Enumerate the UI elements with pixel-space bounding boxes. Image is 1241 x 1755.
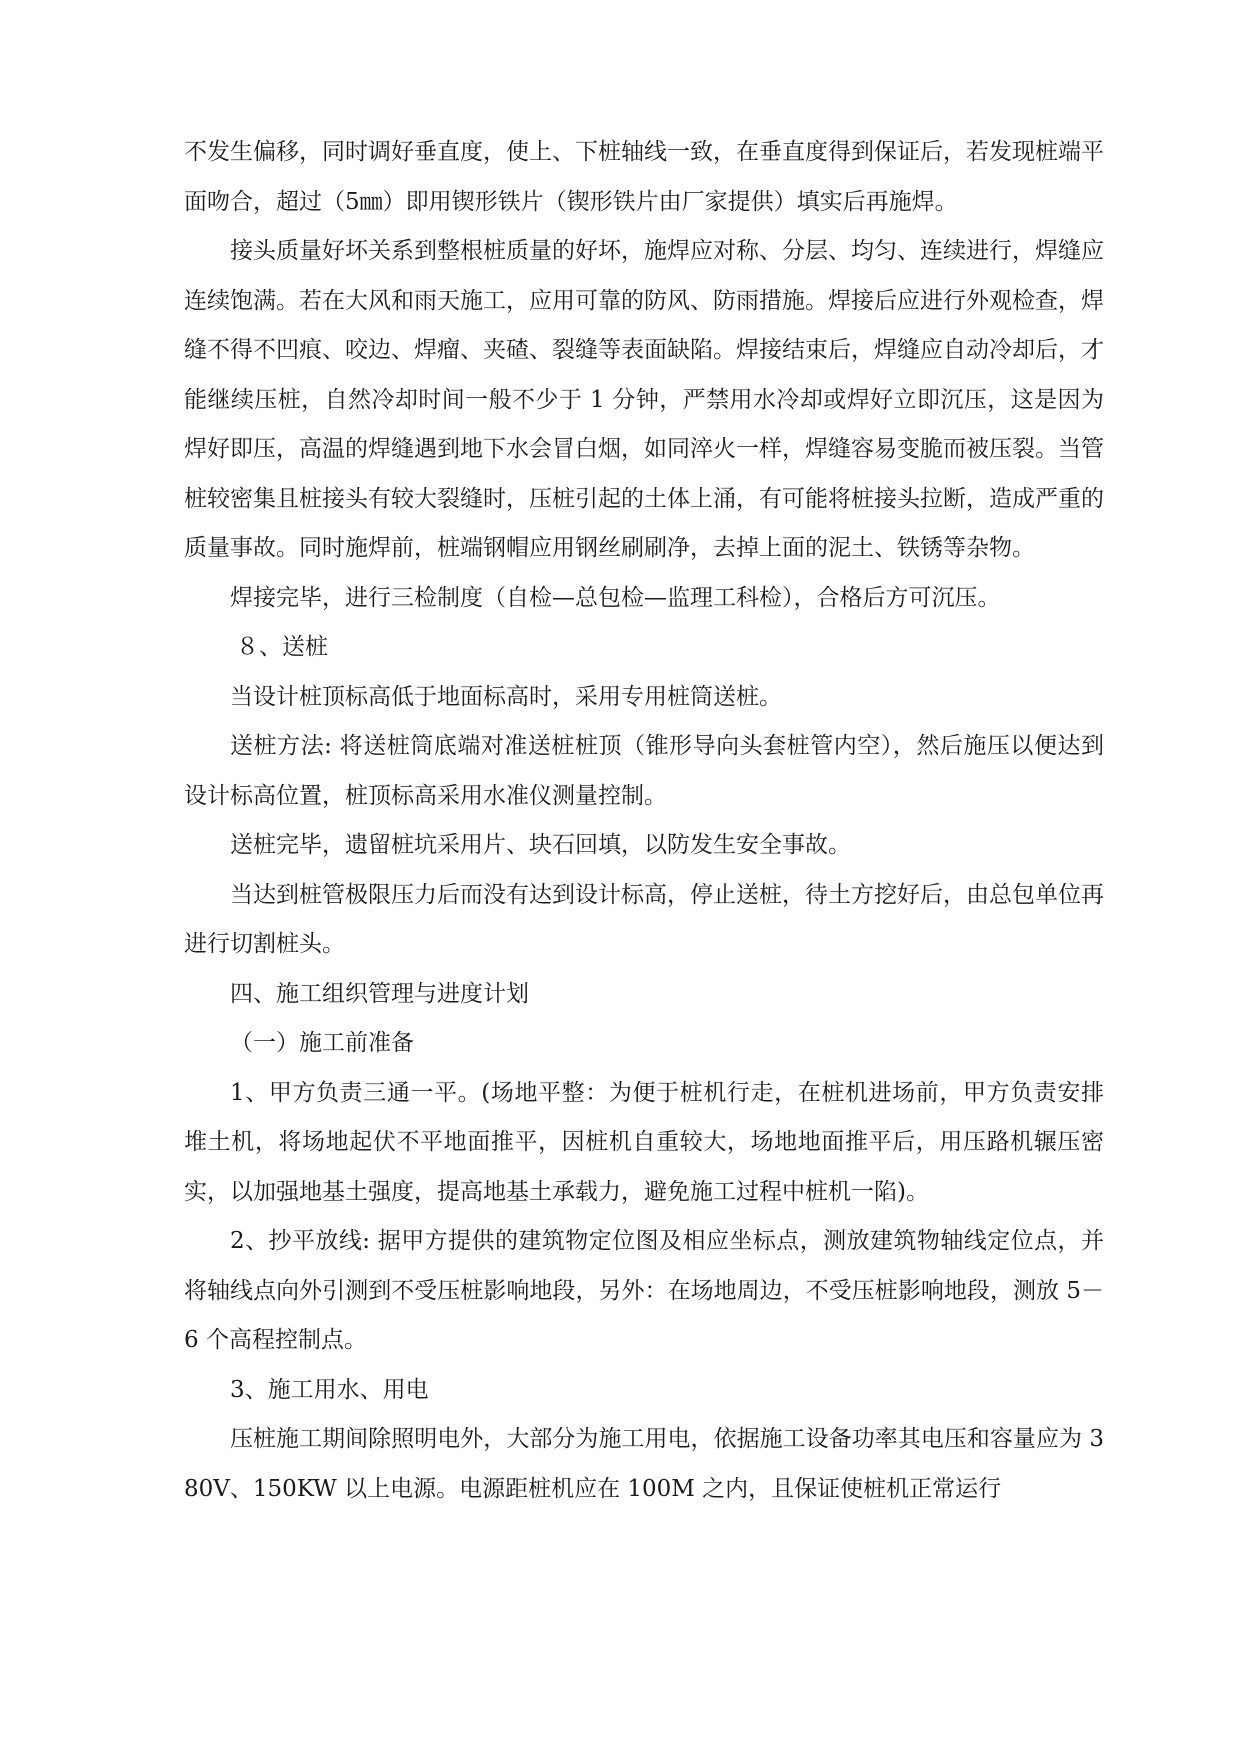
paragraph-power-supply: 压桩施工期间除照明电外，大部分为施工用电，依据施工设备功率其电压和容量应为 380V、150KW 以上电源。电源距桩机应在 100M 之内，且保证使桩机正常运行 <box>184 1426 1104 1502</box>
section-heading-organization: 四、施工组织管理与进度计划 <box>230 980 529 1007</box>
section-heading-pile-sending: ８、送桩 <box>236 634 328 660</box>
paragraph-send-pile-condition: 当设计桩顶标高低于地面标高时，采用专用桩筒送桩。 <box>230 683 782 710</box>
paragraph-send-pile-method: 送桩方法: 将送桩筒底端对准送桩桩顶（锥形导向头套桩管内空），然后施压以便达到设计标高位置，桩顶标高采用水准仪测量控制。 <box>184 733 1104 809</box>
paragraph-survey-layout: 2、抄平放线: 据甲方提供的建筑物定位图及相应坐标点，测放建筑物轴线定位点，并将轴线点向外引测到不受压桩影响地段，另外：在场地周边，不受压桩影响地段，测放 5－6 个高程控制点。 <box>184 1228 1104 1353</box>
paragraph-water-power-heading: 3、施工用水、用电 <box>230 1376 429 1403</box>
paragraph-joint-welding: 接头质量好坏关系到整根桩质量的好坏，施焊应对称、分层、均匀、连续进行，焊缝应连续饱满。若在大风和雨天施工，应用可靠的防风、防雨措施。焊接后应进行外观检查，焊缝不得不凹痕、咬边、焊瘤、夹碴、裂缝等表面缺陷。焊接结束后，焊缝应自动冷却后，才能继续压桩，自然冷却时间一般不少于 1 分钟，严禁用水冷却或焊好立即沉压，这是因为焊好即压，高温的焊缝遇到地下水会冒白烟，如同淬火一样，焊缝容易变脆而被压裂。当管桩较密集且桩接头有较大裂缝时，压桩引起的土体上涌，有可能将桩接头拉断，造成严重的质量事故。同时施焊前，桩端钢帽应用钢丝刷刷净，去掉上面的泥土、铁锈等杂物。 <box>184 238 1104 561</box>
paragraph-send-pile-backfill: 送桩完毕，遗留桩坑采用片、块石回填，以防发生安全事故。 <box>230 832 851 858</box>
paragraph-stop-sending: 当达到桩管极限压力后而没有达到设计标高，停止送桩，待土方挖好后，由总包单位再进行切割桩头。 <box>184 881 1104 957</box>
subsection-heading-preparation: （一）施工前准备 <box>230 1030 414 1056</box>
paragraph-site-leveling: 1、甲方负责三通一平。(场地平整：为便于桩机行走，在桩机进场前，甲方负责安排堆土机，将场地起伏不平地面推平，因桩机自重较大，场地地面推平后，用压路机辗压密实，以加强地基土强度，提高地基土承载力，避免施工过程中桩机一陷)。 <box>184 1079 1104 1205</box>
paragraph-three-checks: 焊接完毕，进行三检制度（自检—总包检—监理工科检），合格后方可沉压。 <box>230 584 1001 611</box>
document-body <box>184 128 1104 1514</box>
paragraph-pile-alignment: 不发生偏移，同时调好垂直度，使上、下桩轴线一致，在垂直度得到保证后，若发现桩端平面吻合，超过（5㎜）即用锲形铁片（锲形铁片由厂家提供）填实后再施焊。 <box>184 139 1104 215</box>
